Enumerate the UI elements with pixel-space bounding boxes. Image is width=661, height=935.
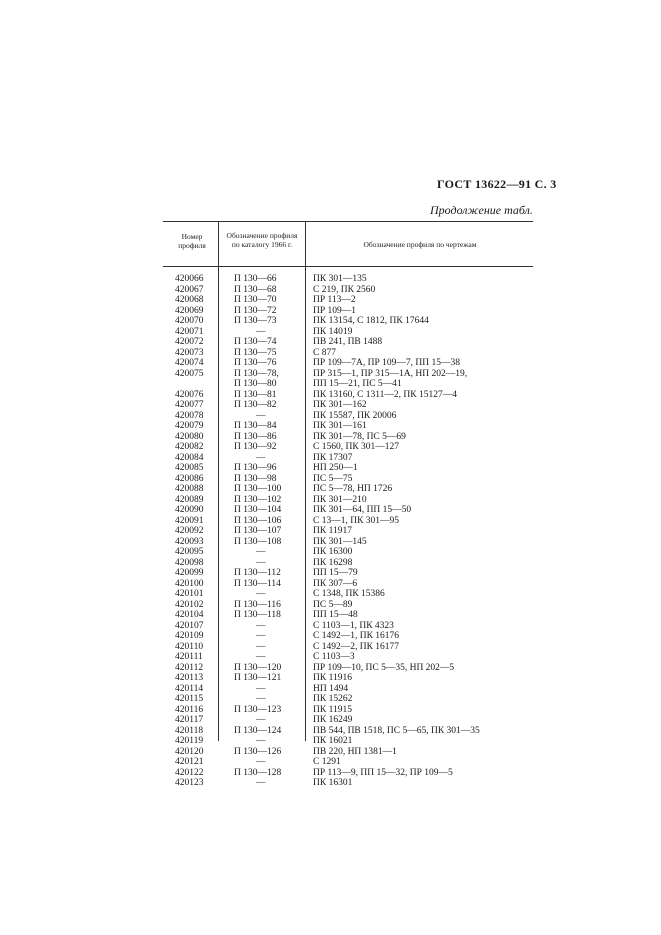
table-row [0, 589, 661, 600]
drawing-designation-cell: ПК 307—6 [313, 578, 358, 589]
table-row [0, 642, 661, 653]
profile-number-cell: 420112 [175, 662, 204, 673]
drawing-designation-cell: ПВ 241, ПВ 1488 [313, 337, 383, 347]
catalog-designation-cell: — [256, 641, 266, 652]
profile-number-cell: 420115 [175, 694, 204, 704]
table-row [0, 736, 661, 747]
drawing-designation-cell: ПС 5—78, НП 1726 [313, 484, 393, 494]
drawing-designation-cell: ПК 15587, ПК 20006 [313, 410, 397, 421]
catalog-designation-cell: П 130—76 [234, 358, 277, 368]
catalog-designation-cell: П 130—108 [234, 536, 282, 547]
profile-number-cell: 420121 [175, 757, 204, 767]
table-row [0, 547, 661, 558]
drawing-designation-cell: ПК 16300 [313, 547, 353, 557]
drawing-designation-cell: ПК 16301 [313, 778, 353, 788]
catalog-designation-cell: П 130—74 [234, 337, 277, 347]
table-row [0, 442, 661, 453]
column-header-catalog: Обозначение профиля по каталогу 1966 г. [226, 231, 298, 250]
catalog-designation-cell: П 130—78, [234, 368, 279, 379]
drawing-designation-cell: ПР 109—10, ПС 5—35, НП 202—5 [313, 662, 455, 673]
table-row [0, 600, 661, 611]
table-row [0, 274, 661, 285]
catalog-designation-cell: — [256, 736, 266, 746]
table-row [0, 726, 661, 737]
profile-number-cell: 420123 [175, 778, 204, 788]
table-row [0, 694, 661, 705]
catalog-designation-cell: П 130—123 [234, 704, 282, 715]
page-header: ГОСТ 13622—91 С. 3 [437, 177, 557, 191]
profile-number-cell: 420109 [175, 631, 204, 641]
table-row [0, 715, 661, 726]
catalog-designation-cell: — [256, 452, 266, 463]
table-row [0, 316, 661, 327]
table-row [0, 621, 661, 632]
catalog-designation-cell: П 130—72 [234, 305, 277, 316]
profile-number-cell: 420069 [175, 305, 204, 316]
table-row [0, 484, 661, 495]
profile-number-cell: 420079 [175, 421, 204, 431]
drawing-designation-cell: ПР 113—2 [313, 295, 356, 305]
table-row [0, 306, 661, 317]
drawing-designation-cell: ПР 113—9, ПП 15—32, ПР 109—5 [313, 767, 453, 778]
drawing-designation-cell: ПК 14019 [313, 326, 353, 337]
catalog-designation-cell: П 130—70 [234, 295, 277, 305]
table-row [0, 768, 661, 779]
drawing-designation-cell: ПС 5—75 [313, 473, 353, 484]
table-row [0, 432, 661, 443]
catalog-designation-cell: П 130—124 [234, 725, 282, 736]
profile-number-cell: 420102 [175, 599, 204, 610]
catalog-designation-cell: П 130—114 [234, 578, 281, 589]
profile-number-cell: 420067 [175, 284, 204, 295]
profile-number-cell: 420070 [175, 316, 204, 326]
table-row [0, 747, 661, 758]
table-row [0, 358, 661, 369]
catalog-designation-cell: — [256, 694, 266, 704]
table-body [0, 274, 661, 789]
drawing-designation-cell: ПК 11917 [313, 526, 352, 536]
table-row [0, 631, 661, 642]
drawing-designation-cell: ПВ 220, НП 1381—1 [313, 746, 397, 757]
table-row [0, 652, 661, 663]
profile-number-cell: 420117 [175, 715, 204, 725]
drawing-designation-cell: ПК 16021 [313, 736, 353, 746]
drawing-designation-cell: ПК 301—64, ПП 15—50 [313, 505, 412, 515]
catalog-designation-cell: П 130—92 [234, 442, 277, 452]
catalog-designation-cell: П 130—84 [234, 421, 277, 431]
profile-number-cell: 420082 [175, 442, 204, 452]
table-row [0, 526, 661, 537]
catalog-designation-cell: П 130—116 [234, 599, 281, 610]
table-row [0, 474, 661, 485]
column-header-drawing: Обозначение профиля по чертежам [363, 240, 477, 249]
profile-number-cell: 420114 [175, 683, 204, 694]
catalog-designation-cell: П 130—126 [234, 746, 282, 757]
profile-number-cell: 420090 [175, 505, 204, 515]
drawing-designation-cell: ПК 301—210 [313, 494, 367, 505]
table-row [0, 516, 661, 527]
catalog-designation-cell: — [256, 410, 266, 421]
drawing-designation-cell: С 1291 [313, 757, 341, 767]
profile-number-cell: 420119 [175, 736, 204, 746]
catalog-designation-cell: П 130—98 [234, 473, 277, 484]
catalog-designation-cell: П 130—100 [234, 484, 282, 494]
table-row [0, 778, 661, 789]
catalog-designation-cell: П 130—120 [234, 662, 282, 673]
drawing-designation-cell: НП 250—1 [313, 463, 358, 473]
table-row [0, 610, 661, 621]
table-row [0, 558, 661, 569]
table-row [0, 463, 661, 474]
profile-number-cell: 420080 [175, 431, 204, 442]
table-row [0, 673, 661, 684]
catalog-designation-cell: — [256, 652, 266, 662]
profile-number-cell: 420072 [175, 337, 204, 347]
profile-number-cell: 420073 [175, 347, 204, 358]
drawing-designation-cell: ПК 15262 [313, 694, 353, 704]
catalog-designation-cell: П 130—96 [234, 463, 277, 473]
profile-number-cell: 420122 [175, 767, 204, 778]
profile-number-cell: 420076 [175, 389, 204, 400]
table-row [0, 684, 661, 695]
drawing-designation-cell: ПК 11915 [313, 704, 352, 715]
profile-number-cell: 420110 [175, 641, 204, 652]
profile-number-cell: 420107 [175, 620, 204, 631]
table-row [0, 568, 661, 579]
drawing-designation-cell: ПС 5—89 [313, 599, 353, 610]
catalog-designation-cell: П 130—86 [234, 431, 277, 442]
catalog-designation-cell: П 130—82 [234, 400, 277, 410]
drawing-designation-cell: С 1492—2, ПК 16177 [313, 641, 400, 652]
profile-number-cell: 420111 [175, 652, 203, 662]
drawing-designation-cell: ПК 16298 [313, 557, 353, 568]
profile-number-cell: 420116 [175, 704, 204, 715]
table-continuation-label: Продолжение табл. [430, 203, 533, 217]
column-header-number: Номер профиля [178, 232, 206, 251]
catalog-designation-cell: П 130—80 [234, 379, 277, 389]
drawing-designation-cell: С 13—1, ПК 301—95 [313, 515, 400, 526]
profile-number-cell: 420100 [175, 578, 204, 589]
drawing-designation-cell: ПК 301—135 [313, 274, 367, 284]
table-row [0, 379, 661, 390]
profile-number-cell: 420120 [175, 746, 204, 757]
catalog-designation-cell: — [256, 631, 266, 641]
drawing-designation-cell: ПК 301—145 [313, 536, 367, 547]
profile-number-cell: 420093 [175, 536, 204, 547]
catalog-designation-cell: — [256, 547, 266, 557]
profile-number-cell: 420068 [175, 295, 204, 305]
table-row [0, 663, 661, 674]
table-row [0, 400, 661, 411]
catalog-designation-cell: — [256, 589, 266, 599]
catalog-designation-cell: П 130—128 [234, 767, 282, 778]
drawing-designation-cell: ПР 109—7А, ПР 109—7, ПП 15—38 [313, 358, 460, 368]
drawing-designation-cell: ПП 15—79 [313, 568, 358, 578]
catalog-designation-cell: П 130—121 [234, 673, 282, 683]
catalog-designation-cell: П 130—107 [234, 526, 282, 536]
profile-number-cell: 420104 [175, 610, 204, 620]
table-row [0, 505, 661, 516]
catalog-designation-cell: П 130—73 [234, 316, 277, 326]
table-row [0, 705, 661, 716]
drawing-designation-cell: НП 1494 [313, 683, 349, 694]
profile-number-cell: 420084 [175, 452, 204, 463]
profile-number-cell: 420101 [175, 589, 204, 599]
drawing-designation-cell: С 1103—3 [313, 652, 355, 662]
table-row [0, 495, 661, 506]
profile-number-cell: 420086 [175, 473, 204, 484]
drawing-designation-cell: ПВ 544, ПВ 1518, ПС 5—65, ПК 301—35 [313, 725, 480, 736]
table-row [0, 327, 661, 338]
profile-number-cell: 420098 [175, 557, 204, 568]
catalog-designation-cell: — [256, 683, 266, 694]
profile-number-cell: 420113 [175, 673, 204, 683]
catalog-designation-cell: — [256, 557, 266, 568]
profile-number-cell: 420095 [175, 547, 204, 557]
drawing-designation-cell: ПП 15—48 [313, 610, 358, 620]
profile-number-cell: 420092 [175, 526, 204, 536]
drawing-designation-cell: ПР 315—1, ПР 315—1А, НП 202—19, [313, 368, 468, 379]
table-row [0, 757, 661, 768]
table-row [0, 390, 661, 401]
drawing-designation-cell: С 1103—1, ПК 4323 [313, 620, 394, 631]
catalog-designation-cell: П 130—68 [234, 284, 277, 295]
profile-number-cell: 420074 [175, 358, 204, 368]
drawing-designation-cell: ПК 13154, С 1812, ПК 17644 [313, 316, 429, 326]
catalog-designation-cell: П 130—104 [234, 505, 282, 515]
catalog-designation-cell: — [256, 778, 266, 788]
drawing-designation-cell: С 219, ПК 2560 [313, 284, 376, 295]
drawing-designation-cell: ПК 16249 [313, 715, 353, 725]
catalog-designation-cell: — [256, 715, 266, 725]
table-row [0, 285, 661, 296]
drawing-designation-cell: С 1492—1, ПК 16176 [313, 631, 400, 641]
table-row [0, 369, 661, 380]
catalog-designation-cell: — [256, 326, 266, 337]
profile-number-cell: 420078 [175, 410, 204, 421]
catalog-designation-cell: П 130—112 [234, 568, 281, 578]
drawing-designation-cell: ПР 109—1 [313, 305, 357, 316]
profile-number-cell: 420075 [175, 368, 204, 379]
drawing-designation-cell: С 1560, ПК 301—127 [313, 442, 400, 452]
table-row [0, 537, 661, 548]
catalog-designation-cell: П 130—102 [234, 494, 282, 505]
profile-number-cell: 420066 [175, 274, 204, 284]
profile-number-cell: 420099 [175, 568, 204, 578]
table-row [0, 579, 661, 590]
drawing-designation-cell: С 1348, ПК 15386 [313, 589, 385, 599]
catalog-designation-cell: П 130—75 [234, 347, 277, 358]
catalog-designation-cell: П 130—118 [234, 610, 281, 620]
drawing-designation-cell: ПК 301—161 [313, 421, 367, 431]
catalog-designation-cell: П 130—106 [234, 515, 282, 526]
table-row [0, 337, 661, 348]
profile-number-cell: 420071 [175, 326, 204, 337]
catalog-designation-cell: П 130—81 [234, 389, 277, 400]
table-row [0, 453, 661, 464]
table-row [0, 411, 661, 422]
drawing-designation-cell: С 877 [313, 347, 336, 358]
drawing-designation-cell: ПК 11916 [313, 673, 352, 683]
drawing-designation-cell: ПП 15—21, ПС 5—41 [313, 379, 402, 389]
profile-number-cell: 420085 [175, 463, 204, 473]
table-row [0, 295, 661, 306]
profile-number-cell: 420088 [175, 484, 204, 494]
catalog-designation-cell: — [256, 757, 266, 767]
profile-number-cell: 420077 [175, 400, 204, 410]
drawing-designation-cell: ПК 301—78, ПС 5—69 [313, 431, 406, 442]
profile-number-cell: 420089 [175, 494, 204, 505]
catalog-designation-cell: П 130—66 [234, 274, 277, 284]
drawing-designation-cell: ПК 13160, С 1311—2, ПК 15127—4 [313, 389, 458, 400]
profile-number-cell: 420118 [175, 725, 204, 736]
table-row [0, 348, 661, 359]
drawing-designation-cell: ПК 17307 [313, 452, 353, 463]
profile-number-cell: 420091 [175, 515, 204, 526]
table-row [0, 421, 661, 432]
drawing-designation-cell: ПК 301—162 [313, 400, 367, 410]
catalog-designation-cell: — [256, 620, 266, 631]
